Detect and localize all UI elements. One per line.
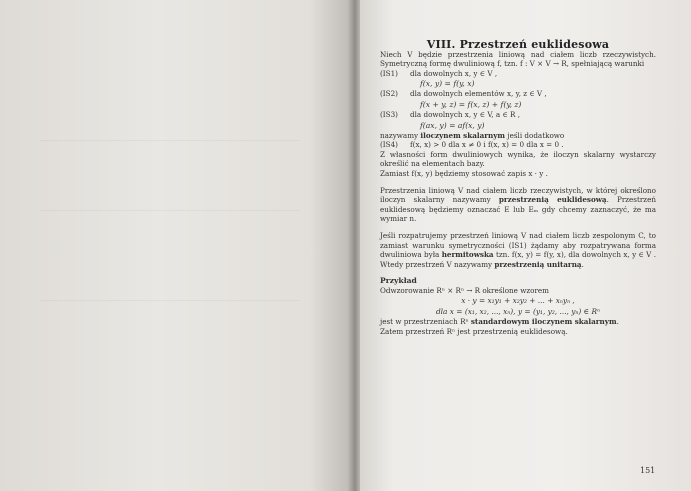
example-formula-2: dla x = (x₁, x₂, ..., xₙ), y = (y₁, y₂, ..., yₙ) ∈ Rⁿ xyxy=(435,307,601,317)
formula-is2: f(x + y, z) = f(x, z) + f(y, z) xyxy=(420,99,522,109)
example-end-a: jest w przestrzeniach Rⁿ xyxy=(380,317,469,327)
page-content xyxy=(380,40,656,337)
condition-label: (IS1) xyxy=(380,68,398,78)
named-post: jeśli dodatkowo xyxy=(507,130,565,140)
par3-text-a: Jeśli rozpatrujemy przestrzeń liniową V nad ciałem liczb zespolonym C, to zamiast warunku symetryczności (IS1) żądamy aby rozpatrywana forma dwuliniowa była xyxy=(380,230,656,260)
show-through-line xyxy=(40,210,300,211)
example-conclusion xyxy=(380,317,656,327)
spacer xyxy=(380,269,656,276)
condition-is3 xyxy=(380,110,656,120)
properties-paragraph: Z własności form dwuliniowych wynika, że iloczyn skalarny wystarczy określić na elementach bazy. xyxy=(380,149,656,169)
named-pre: nazywamy xyxy=(380,130,419,140)
term-euclidean-space: przestrzenią euklidesową xyxy=(498,195,607,205)
term-scalar-product: iloczynem skalarnym xyxy=(420,130,506,140)
euclidean-definition-paragraph xyxy=(380,186,656,224)
formula-is3: f(ax, y) = af(x, y) xyxy=(420,120,485,130)
spacer xyxy=(380,224,656,231)
unitary-paragraph xyxy=(380,231,656,269)
par2-text-b: . Przestrzeń euklidesową będziemy oznaczać E lub Eₘ gdy chcemy zaznaczyć, że ma wymiar n. xyxy=(380,195,656,224)
condition-is2 xyxy=(380,89,656,99)
show-through-line xyxy=(40,140,300,141)
condition-text: dla dowolnych x, y ∈ V, a ∈ R , xyxy=(410,109,521,119)
condition-label: (IS2) xyxy=(380,89,398,99)
term-unitary-space: przestrzenią unitarną xyxy=(494,259,582,269)
example-heading: Przykład xyxy=(380,276,417,286)
condition-text: dla dowolnych x, y ∈ V , xyxy=(410,68,498,78)
term-hermitian: hermitowska xyxy=(441,250,494,260)
condition-is1 xyxy=(380,69,656,79)
condition-label: (IS4) xyxy=(380,140,398,150)
term-standard-scalar-product: standardowym iloczynem skalarnym xyxy=(470,317,617,327)
page-number: 151 xyxy=(640,466,656,475)
formula-is1: f(x, y) = f(y, x) xyxy=(420,79,475,89)
example-end-b: . xyxy=(616,317,619,327)
condition-text: dla dowolnych elementów x, y, z ∈ V , xyxy=(410,89,547,99)
page-title: VIII. Przestrzeń euklidesowa xyxy=(426,38,610,51)
par3-text-c: . xyxy=(581,259,584,269)
notation-line: Zamiast f(x, y) będziemy stosować zapis x · y . xyxy=(380,168,548,178)
condition-text: f(x, x) > 0 dla x ≠ 0 i f(x, x) = 0 dla x = 0 . xyxy=(410,140,564,150)
par2-text-a: Przestrzenia liniową V nad ciałem liczb rzeczywistych, w której określono iloczyn skalarny nazywamy xyxy=(380,185,656,205)
show-through-line xyxy=(40,300,300,301)
spacer xyxy=(380,179,656,186)
example-formula-1: x · y = x₁y₁ + x₂y₂ + ... + xₙyₙ , xyxy=(461,296,575,306)
intro-paragraph: Niech V będzie przestrzenia liniową nad ciałem liczb rzeczywistych. Symetryczną formę dwuliniową f, tzn. f : V × V → R, spełniającą warunki xyxy=(380,49,656,69)
par3-text-b: tzn. f(x, y) = f(y, x), dla dowolnych x, y ∈ V . Wtedy przestrzeń V nazywamy xyxy=(380,250,657,269)
condition-label: (IS3) xyxy=(380,109,398,119)
definition-line xyxy=(380,131,656,141)
example-line: Odwzorowanie Rⁿ × Rⁿ → R określone wzorem xyxy=(380,285,549,295)
final-line: Zatem przestrzeń Rⁿ jest przestrzenią euklidesową. xyxy=(380,327,568,337)
condition-is4 xyxy=(380,140,656,150)
